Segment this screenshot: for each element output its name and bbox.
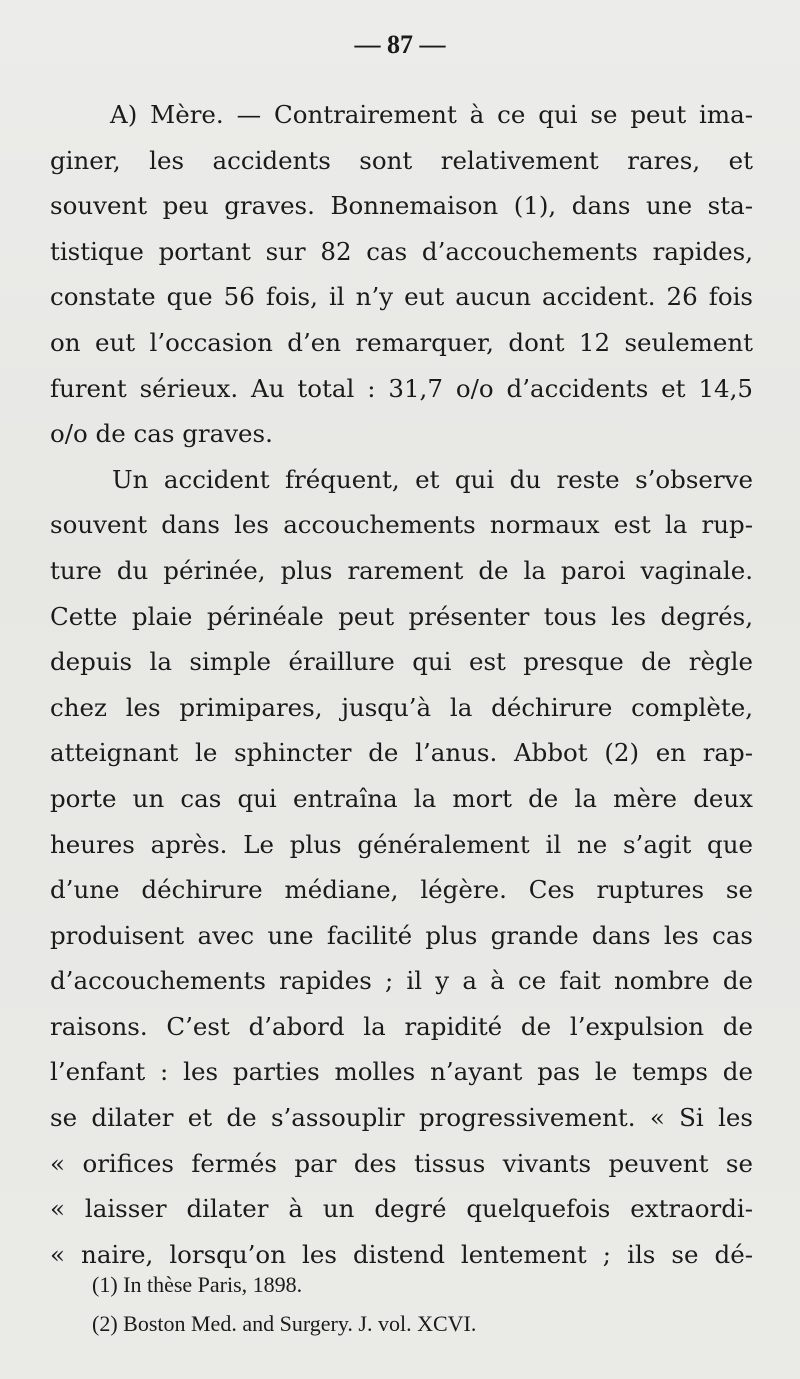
text-line: giner, les accidents sont relativement rares, et	[50, 145, 753, 175]
text-line: porte un cas qui entraîna la mort de la mère deux	[50, 783, 753, 813]
text-line: furent sérieux. Au total : 31,7 o/o d’accidents et 14,5	[50, 373, 753, 403]
footnotes	[92, 1265, 752, 1343]
footnote: (1) In thèse Paris, 1898.	[92, 1272, 303, 1297]
text-line: d’accouchements rapides ; il y a à ce fait nombre de	[50, 966, 753, 996]
text-line: Cette plaie périnéale peut présenter tous les degrés,	[50, 601, 753, 631]
text-line: atteignant le sphincter de l’anus. Abbot (2) en rap-	[50, 738, 753, 768]
text-line: depuis la simple éraillure qui est presque de règle	[50, 647, 753, 677]
text-line: ture du périnée, plus rarement de la paroi vaginale.	[50, 555, 753, 585]
text-line: raisons. C’est d’abord la rapidité de l’expulsion de	[50, 1011, 753, 1041]
footnote: (2) Boston Med. and Surgery. J. vol. XCVI.	[92, 1311, 477, 1336]
text-line: chez les primipares, jusqu’à la déchirure complète,	[50, 692, 753, 722]
text-line: souvent peu graves. Bonnemaison (1), dans une sta-	[50, 191, 753, 221]
body-text	[50, 92, 753, 1277]
text-line: « laisser dilater à un degré quelquefois extraordi-	[50, 1194, 753, 1224]
text-line: souvent dans les accouchements normaux est la rup-	[50, 510, 753, 540]
text-line: constate que 56 fois, il n’y eut aucun accident. 26 fois	[50, 282, 753, 312]
text-line: on eut l’occasion d’en remarquer, dont 12 seulement	[50, 327, 753, 357]
text-line: « naire, lorsqu’on les distend lentement ; ils se dé-	[50, 1239, 753, 1269]
page-number: — 87 —	[354, 30, 446, 59]
text-line: o/o de cas graves.	[50, 419, 273, 449]
text-line: l’enfant : les parties molles n’ayant pas le temps de	[50, 1057, 753, 1087]
text-line: se dilater et de s’assouplir progressivement. « Si les	[50, 1103, 753, 1133]
text-line: produisent avec une facilité plus grande dans les cas	[50, 920, 753, 950]
text-line: d’une déchirure médiane, légère. Ces ruptures se	[50, 875, 753, 905]
text-line: « orifices fermés par des tissus vivants peuvent se	[50, 1148, 753, 1178]
text-line: A) Mère. — Contrairement à ce qui se peut ima-	[110, 100, 753, 129]
text-line: tistique portant sur 82 cas d’accouchements rapides,	[50, 236, 753, 266]
text-line: Un accident fréquent, et qui du reste s’observe	[112, 464, 753, 494]
text-line: heures après. Le plus généralement il ne s’agit que	[50, 829, 753, 859]
